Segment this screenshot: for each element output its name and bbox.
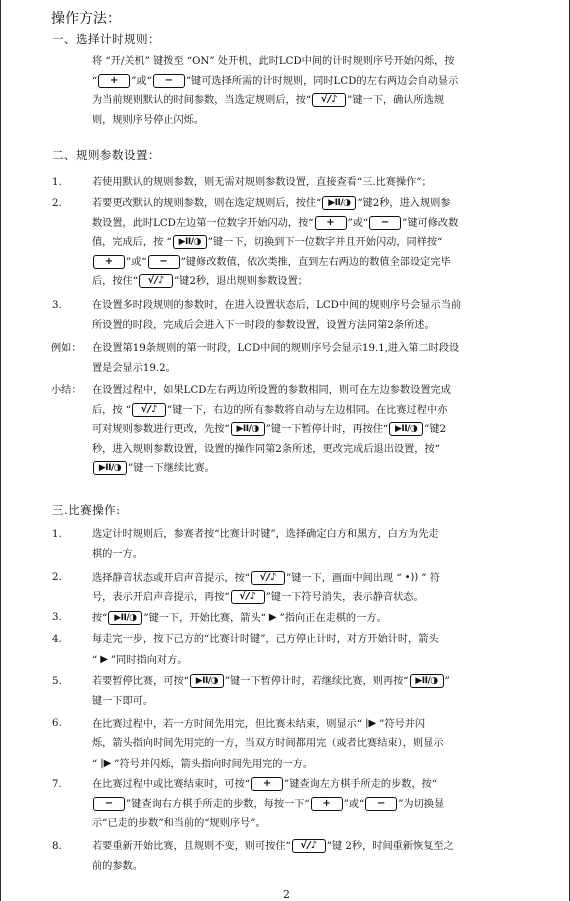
line: 将 “开/关机” 键拨至 “ON” 处开机，此时LCD中间的计时规则序号开始闪烁，按 (92, 56, 455, 67)
section3-item7: 在比赛过程中或比赛结束时，可按“ + ”键查询左方棋手所走的步数，按“ − ”键查询右方棋手所走的步数，每按一下“ + ”或“ − ”为切换显 示“已走的步数”和当前的“规则序号”。 (92, 778, 445, 829)
item-number: 1. (52, 529, 62, 540)
item-number: 2. (52, 572, 62, 583)
line: 为当前规则默认的时间参数，当选定规则后，按“ √/♪ ”键一下，确认所选规 (92, 94, 445, 106)
example-text: 在设置第19条规则的第一时段，LCD中间的规则序号会显示19.1,进入第二时段设 置是会显示19.2。 (92, 343, 460, 374)
minus-key-icon: − (369, 216, 401, 230)
plus-key-icon: + (315, 216, 347, 230)
plus-key-icon: + (93, 255, 125, 269)
playpause-key-icon: ▶II/◑ (389, 422, 423, 436)
item-number: 3. (52, 300, 62, 311)
playpause-key-icon: ▶II/◑ (108, 611, 142, 625)
section1-title: 一、选择计时规则： (52, 32, 160, 46)
item-number: 3. (52, 612, 62, 623)
arrow-icon: ▶ (268, 612, 277, 623)
item-number: 2. (52, 198, 62, 209)
minus-key-icon: − (148, 255, 180, 269)
section2-item3: 在设置多时段规则的参数时，在进入设置状态后，LCD中间的规则序号会显示当前 所设置的时段，完成后会进入下一时段的参数设置，设置方法同第2条所述。 (92, 300, 462, 331)
playpause-key-icon: ▶II/◑ (173, 235, 207, 249)
line: “ + ”或“ − ”键可选择所需的计时规则，同时LCD的左右两边会自动显示 (92, 74, 459, 87)
section3-item2: 选择静音状态或开启声音提示，按“ √/♪ ”键一下，画面中间出现 “ •)) ” 符 号，表示开启声音提示，再按“ √/♪ ”键一下符号消失，表示静音状态。 (92, 568, 532, 608)
item-number: 4. (52, 634, 62, 645)
section3-item8: 若要重新开始比赛，且规则不变，则可按住“ √/♪ ”键 2秒，时间重新恢复至之 前的参数。 (92, 840, 454, 872)
arrow-icon: ▶ (100, 653, 108, 665)
example-label: 例如： (51, 343, 82, 354)
plus-key-icon: + (251, 777, 283, 791)
playpause-key-icon: ▶II/◑ (93, 461, 127, 475)
line: 则，规则序号停止闪烁。 (92, 114, 205, 126)
item-number: 7. (52, 779, 62, 790)
ok-key-icon: √/♪ (312, 93, 346, 107)
item-number: 6. (52, 718, 62, 729)
ok-key-icon: √/♪ (132, 403, 166, 417)
ok-key-icon: √/♪ (251, 571, 285, 585)
section3-item5: 若要暂停比赛，可按“ ▶II/◑ ”键一下暂停计时，若继续比赛，则再按“ ▶II/◑ ” 键一下即可。 (92, 676, 450, 707)
plus-key-icon: + (311, 797, 343, 811)
ok-key-icon: √/♪ (139, 274, 173, 288)
minus-key-icon: − (93, 797, 125, 811)
section2-item1: 若使用默认的规则参数，则无需对规则参数设置，直接查看“三.比赛操作”； (92, 177, 432, 188)
section3-item4: 每走完一步，按下己方的“比赛计时键”，己方停止计时，对方开始计时，箭头 “ ▶ ”同时指向对方。 (92, 630, 532, 670)
page-heading: 操作方法： (51, 11, 121, 27)
section3-title: 三.比赛操作: (52, 503, 121, 517)
ok-key-icon: √/♪ (231, 590, 265, 604)
playpause-key-icon: ▶II/◑ (231, 422, 265, 436)
flag-icon: |▶ (365, 718, 377, 729)
section1-text (92, 52, 532, 130)
summary-label: 小结： (51, 385, 82, 396)
section2-title: 二、规则参数设置： (52, 148, 160, 162)
section3-item3: 按“ ▶II/◑ ”键一下，开始比赛，箭头“ ▶ ”指向正在走棋的一方。 (92, 608, 532, 628)
section2-item2: 若要更改默认的规则参数，则在选定规则后，按住“ ▶II/◑ ”键2秒，进入规则参 数设置，此时LCD左边第一位数字开始闪动，按“ + ”或“ − ”键可修改数 值，完成后，按 “ ▶II/◑ ”键一下，切换到下一位数字并且开始闪动，同样按“ + ”或“ − ”键修改数值，依次类推，直到左右两边的数值全部设定完毕 后，按住“ √/♪ ”键2秒，退出规则参数设置； (92, 198, 459, 287)
flag-icon: |▶ (100, 757, 112, 769)
minus-key-icon: − (365, 797, 397, 811)
section3-item1: 选定计时规则后，参赛者按“比赛计时键”，选择确定白方和黑方，白方为先走 棋的一方。 (92, 529, 439, 560)
minus-key-icon: − (153, 74, 185, 88)
item-number: 1. (52, 177, 62, 188)
ok-key-icon: √/♪ (292, 839, 326, 853)
playpause-key-icon: ▶II/◑ (322, 196, 356, 210)
page-number: 2 (283, 888, 290, 901)
plus-key-icon: + (98, 74, 130, 88)
item-number: 5. (52, 676, 62, 687)
item-number: 8. (52, 841, 62, 852)
section3-item6: 在比赛过程中，若一方时间先用完，但比赛未结束，则显示“ |▶ ”符号并闪 烁，箭头指向时间先用完的一方，当双方时间都用完（或者比赛结束），则显示 “ |▶ ”符号并闪烁，箭头指向时间先用完的一方。 (92, 714, 532, 774)
left-border (0, 0, 1, 901)
playpause-key-icon: ▶II/◑ (190, 674, 224, 688)
sound-icon: •)) (404, 572, 419, 583)
playpause-key-icon: ▶II/◑ (410, 674, 444, 688)
summary-text: 在设置过程中，如果LCD左右两边所设置的参数相同，则可在左边参数设置完成 后，按 “ √/♪ ”键一下，右边的所有参数将自动与左边相同。在比赛过程中亦 可对规则参数进行更改，先按“ ▶II/◑ ”键一下暂停计时，再按住“ ▶II/◑ ”键2 秒，进入规则参数设置，设置的操作同第2条所述，更改完成后退出设置，按“ ▶II/◑ ”键一下继续比赛。 (92, 385, 451, 474)
